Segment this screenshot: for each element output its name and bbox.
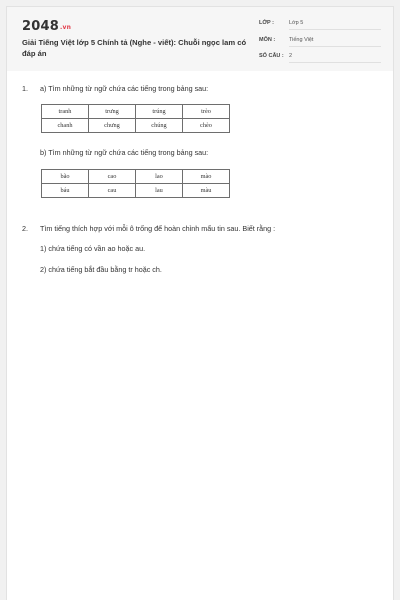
table-cell: bão	[42, 170, 89, 184]
question-1-part-b: b) Tìm những từ ngữ chứa các tiếng trong bảng sau:	[40, 148, 209, 157]
meta-value: Tiếng Việt	[289, 37, 381, 47]
table-cell: lau	[136, 184, 183, 198]
table-cell: tranh	[42, 105, 89, 119]
table-cell: cao	[89, 170, 136, 184]
meta-label: LỚP :	[259, 20, 274, 26]
question-2-condition-2: 2) chứa tiếng bắt đầu bằng tr hoặc ch.	[40, 265, 162, 274]
meta-value: 2	[289, 53, 381, 63]
table-cell: chèo	[183, 119, 230, 133]
table-cell: trưng	[89, 105, 136, 119]
table-row	[42, 170, 230, 184]
question-1-part-a: a) Tìm những từ ngữ chứa các tiếng trong bảng sau:	[40, 84, 209, 93]
table-cell: cau	[89, 184, 136, 198]
logo-text: 2048	[22, 19, 59, 34]
table-cell: chanh	[42, 119, 89, 133]
word-table-a	[41, 104, 230, 133]
question-1-number: 1.	[22, 84, 28, 93]
site-logo[interactable]	[22, 19, 71, 34]
table-cell: chúng	[136, 119, 183, 133]
table-cell: báu	[42, 184, 89, 198]
document-page	[6, 6, 394, 600]
question-2-text: Tìm tiếng thích hợp với mỗi ô trống để hoàn chỉnh mẩu tin sau. Biết rằng :	[40, 224, 276, 233]
question-2-condition-1: 1) chứa tiếng có vần ao hoặc au.	[40, 244, 146, 253]
document-header	[7, 7, 393, 71]
table-row	[42, 184, 230, 198]
table-row	[42, 119, 230, 133]
meta-label: SỐ CÂU :	[259, 53, 284, 59]
logo-domain: .vn	[59, 24, 72, 31]
table-cell: chưng	[89, 119, 136, 133]
document-title: Giải Tiếng Việt lớp 5 Chính tả (Nghe - viết): Chuỗi ngọc lam có đáp án	[22, 38, 247, 58]
meta-value: Lớp 5	[289, 20, 381, 30]
table-cell: trúng	[136, 105, 183, 119]
table-cell: mào	[183, 170, 230, 184]
table-cell: màu	[183, 184, 230, 198]
table-cell: trèo	[183, 105, 230, 119]
meta-label: MÔN :	[259, 37, 276, 43]
table-cell: lao	[136, 170, 183, 184]
table-row	[42, 105, 230, 119]
word-table-b	[41, 169, 230, 198]
question-2-number: 2.	[22, 224, 28, 233]
